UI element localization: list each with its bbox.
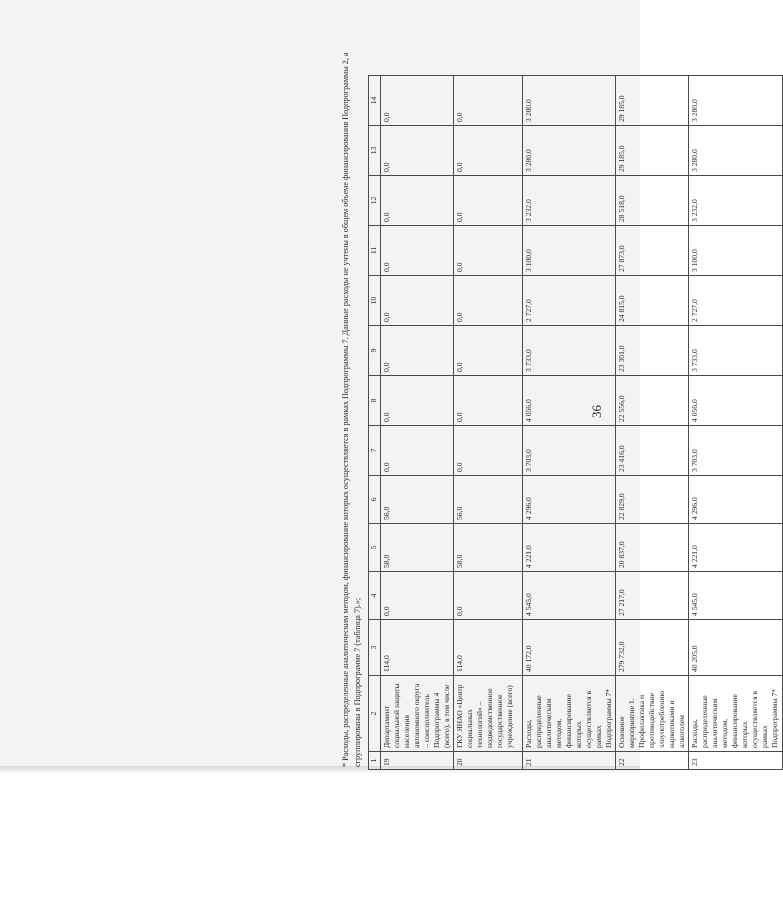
cell-value: 0,0 xyxy=(381,226,454,276)
page-number: 36 xyxy=(589,405,604,418)
cell-value: 40 172,0 xyxy=(523,620,616,676)
table-row xyxy=(689,76,782,770)
cell-value: 4 056,0 xyxy=(689,376,782,426)
column-header: 9 xyxy=(369,326,381,376)
cell-value: 4 221,0 xyxy=(689,524,782,572)
cell-value: 0,0 xyxy=(381,126,454,176)
row-name: Департамент социальной защиты населения автономного округа – соисполнитель Подпрограммы 4 (всего), в том числе xyxy=(381,676,454,752)
row-number: 21 xyxy=(523,752,616,770)
footnote: * Расходы, распределенные аналитическим методом, финансирование которых осуществляется в рамках Подпрограммы 7. Данные расходы не учтены в общем объеме финансирования Подпрограммы 2, а сгруппированы в Подпрограмме 7 (таблица 7).»; xyxy=(341,52,362,767)
column-header: 12 xyxy=(369,176,381,226)
budget-table xyxy=(368,75,783,770)
column-header: 2 xyxy=(369,676,381,752)
cell-value: 23 416,0 xyxy=(616,426,689,476)
header-row xyxy=(369,76,381,770)
cell-value: 114,0 xyxy=(381,620,454,676)
cell-value: 3 100,0 xyxy=(523,226,616,276)
cell-value: 2 727,0 xyxy=(689,276,782,326)
cell-value: 4 296,0 xyxy=(523,476,616,524)
column-header: 5 xyxy=(369,524,381,572)
cell-value: 3 280,0 xyxy=(523,126,616,176)
table-row xyxy=(523,76,616,770)
cell-value: 20 837,0 xyxy=(616,524,689,572)
cell-value: 24 815,0 xyxy=(616,276,689,326)
table-row xyxy=(454,76,523,770)
cell-value: 114,0 xyxy=(454,620,523,676)
cell-value: 0,0 xyxy=(454,126,523,176)
cell-value: 0,0 xyxy=(454,226,523,276)
cell-value: 0,0 xyxy=(381,426,454,476)
cell-value: 4 545,0 xyxy=(523,572,616,620)
row-number: 20 xyxy=(454,752,523,770)
cell-value: 58,0 xyxy=(454,524,523,572)
row-number: 23 xyxy=(689,752,782,770)
cell-value: 0,0 xyxy=(381,376,454,426)
cell-value: 0,0 xyxy=(381,176,454,226)
cell-value: 0,0 xyxy=(454,76,523,126)
column-header: 13 xyxy=(369,126,381,176)
cell-value: 0,0 xyxy=(454,276,523,326)
table-row xyxy=(381,76,454,770)
cell-value: 3 733,0 xyxy=(689,326,782,376)
cell-value: 3 232,0 xyxy=(689,176,782,226)
cell-value: 4 056,0 xyxy=(523,376,616,426)
cell-value: 3 703,0 xyxy=(689,426,782,476)
cell-value: 3 232,0 xyxy=(523,176,616,226)
cell-value: 3 280,0 xyxy=(689,126,782,176)
cell-value: 4 296,0 xyxy=(689,476,782,524)
cell-value: 2 727,0 xyxy=(523,276,616,326)
row-number: 19 xyxy=(381,752,454,770)
cell-value: 28 518,0 xyxy=(616,176,689,226)
cell-value: 22 556,0 xyxy=(616,376,689,426)
row-name: Расходы, распределенные аналитическим методом, финансирование которых осуществляется в рамках Подпрограммы 7* xyxy=(523,676,616,752)
cell-value: 22 829,0 xyxy=(616,476,689,524)
column-header: 4 xyxy=(369,572,381,620)
column-header: 8 xyxy=(369,376,381,426)
cell-value: 0,0 xyxy=(381,276,454,326)
cell-value: 3 703,0 xyxy=(523,426,616,476)
column-header: 10 xyxy=(369,276,381,326)
row-name: Основное мероприятие 1. Профилактика и противодействие злоупотреблению наркотиками и алкоголем xyxy=(616,676,689,752)
cell-value: 0,0 xyxy=(454,176,523,226)
column-header: 11 xyxy=(369,226,381,276)
cell-value: 3 100,0 xyxy=(689,226,782,276)
column-header: 6 xyxy=(369,476,381,524)
cell-value: 0,0 xyxy=(454,326,523,376)
cell-value: 0,0 xyxy=(454,426,523,476)
cell-value: 0,0 xyxy=(381,76,454,126)
cell-value: 0,0 xyxy=(454,572,523,620)
cell-value: 0,0 xyxy=(454,376,523,426)
column-header: 7 xyxy=(369,426,381,476)
cell-value: 56,0 xyxy=(454,476,523,524)
row-name: ГКУ ЯНАО «Центр социальных технологий» – подведомственное государственное учреждение (всего) xyxy=(454,676,523,752)
cell-value: 27 217,0 xyxy=(616,572,689,620)
cell-value: 4 221,0 xyxy=(523,524,616,572)
cell-value: 279 732,0 xyxy=(616,620,689,676)
cell-value: 29 185,0 xyxy=(616,126,689,176)
row-number: 22 xyxy=(616,752,689,770)
table-row xyxy=(616,76,689,770)
column-header: 1 xyxy=(369,752,381,770)
cell-value: 0,0 xyxy=(381,326,454,376)
cell-value: 40 205,0 xyxy=(689,620,782,676)
column-header: 14 xyxy=(369,76,381,126)
column-header: 3 xyxy=(369,620,381,676)
cell-value: 27 873,0 xyxy=(616,226,689,276)
cell-value: 56,0 xyxy=(381,476,454,524)
cell-value: 3 733,0 xyxy=(523,326,616,376)
cell-value: 3 280,0 xyxy=(689,76,782,126)
rotated-document-page xyxy=(0,20,780,770)
cell-value: 58,0 xyxy=(381,524,454,572)
cell-value: 29 185,0 xyxy=(616,76,689,126)
row-name: Расходы, распределенные аналитическим методом, финансирование которых осуществляется в рамках Подпрограммы 7* xyxy=(689,676,782,752)
cell-value: 4 545,0 xyxy=(689,572,782,620)
cell-value: 23 301,0 xyxy=(616,326,689,376)
cell-value: 0,0 xyxy=(381,572,454,620)
cell-value: 3 280,0 xyxy=(523,76,616,126)
